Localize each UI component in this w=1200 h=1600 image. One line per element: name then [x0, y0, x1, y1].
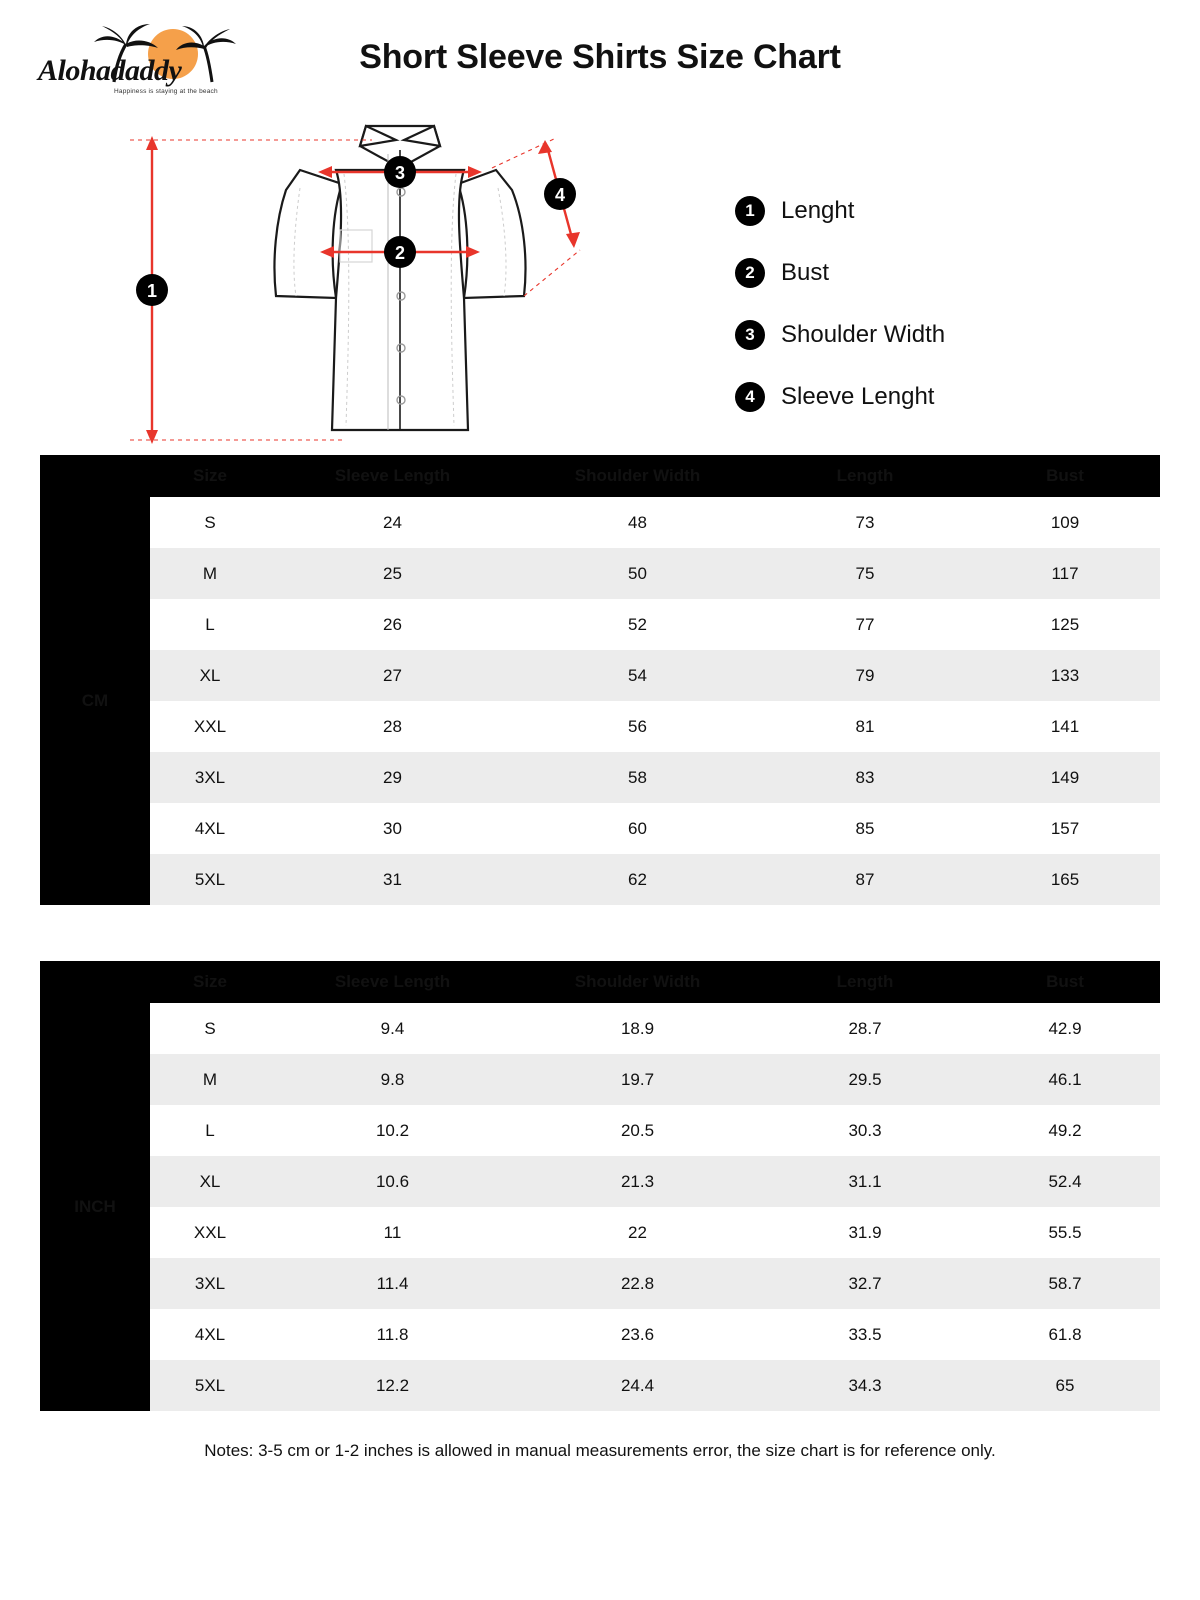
inch-unit-head-spacer — [40, 961, 150, 1003]
legend-badge-1: 1 — [735, 196, 765, 226]
table-row — [40, 650, 1160, 701]
brand-tagline: Happiness is staying at the beach — [114, 88, 218, 95]
cell-shoulder: 22 — [515, 1207, 760, 1258]
page-header — [0, 0, 1200, 110]
cell-shoulder: 19.7 — [515, 1054, 760, 1105]
table-row — [40, 548, 1160, 599]
cell-length: 33.5 — [760, 1309, 970, 1360]
cm-table-body — [40, 497, 1160, 905]
cm-col-shoulder-width: Shoulder Width — [574, 466, 701, 485]
cell-sleeve: 29 — [270, 752, 515, 803]
cell-bust: 46.1 — [970, 1054, 1160, 1105]
table-row — [40, 1105, 1160, 1156]
cm-col-length: Length — [836, 466, 894, 485]
table-row — [40, 1309, 1160, 1360]
cell-size: S — [150, 1003, 270, 1054]
inch-col-shoulder-width: Shoulder Width — [574, 972, 701, 991]
cell-sleeve: 27 — [270, 650, 515, 701]
cell-size: 3XL — [150, 1258, 270, 1309]
cell-shoulder: 24.4 — [515, 1360, 760, 1411]
cell-length: 77 — [760, 599, 970, 650]
inch-size-table-block — [40, 961, 1160, 1411]
cm-size-table — [40, 455, 1160, 905]
cell-shoulder: 21.3 — [515, 1156, 760, 1207]
diagram-legend — [735, 180, 945, 428]
cell-bust: 55.5 — [970, 1207, 1160, 1258]
inch-col-size: Size — [192, 972, 228, 991]
page-title: Short Sleeve Shirts Size Chart — [359, 38, 841, 76]
cell-length: 87 — [760, 854, 970, 905]
legend-label-2: Bust — [781, 259, 830, 286]
table-row — [40, 752, 1160, 803]
svg-text:4: 4 — [554, 185, 566, 205]
cell-shoulder: 23.6 — [515, 1309, 760, 1360]
cell-bust: 65 — [970, 1360, 1160, 1411]
cell-sleeve: 9.4 — [270, 1003, 515, 1054]
inch-col-length: Length — [836, 972, 894, 991]
cm-col-size: Size — [192, 466, 228, 485]
cell-bust: 49.2 — [970, 1105, 1160, 1156]
table-row — [40, 497, 1160, 548]
cell-shoulder: 50 — [515, 548, 760, 599]
cell-shoulder: 54 — [515, 650, 760, 701]
cell-sleeve: 11.4 — [270, 1258, 515, 1309]
cell-length: 28.7 — [760, 1003, 970, 1054]
table-row — [40, 803, 1160, 854]
cm-unit-label: CM — [40, 497, 150, 905]
cell-bust: 109 — [970, 497, 1160, 548]
cell-length: 85 — [760, 803, 970, 854]
cell-size: XL — [150, 1156, 270, 1207]
table-row — [40, 1207, 1160, 1258]
cell-sleeve: 28 — [270, 701, 515, 752]
cell-size: L — [150, 599, 270, 650]
cell-length: 73 — [760, 497, 970, 548]
cell-size: XL — [150, 650, 270, 701]
table-row — [40, 1258, 1160, 1309]
cell-sleeve: 10.6 — [270, 1156, 515, 1207]
shirt-illustration — [0, 110, 1200, 455]
legend-item-length — [735, 180, 945, 242]
cell-length: 83 — [760, 752, 970, 803]
legend-badge-4: 4 — [735, 382, 765, 412]
cell-bust: 61.8 — [970, 1309, 1160, 1360]
cell-sleeve: 10.2 — [270, 1105, 515, 1156]
cm-size-table-block — [40, 455, 1160, 905]
measurement-diagram — [0, 110, 1200, 455]
cell-sleeve: 30 — [270, 803, 515, 854]
marker-2 — [384, 236, 416, 268]
cell-bust: 141 — [970, 701, 1160, 752]
cell-shoulder: 48 — [515, 497, 760, 548]
marker-4 — [544, 178, 576, 210]
cell-length: 34.3 — [760, 1360, 970, 1411]
inch-table-head — [40, 961, 1160, 1003]
brand-name: Alohadaddy — [38, 54, 182, 87]
svg-text:2: 2 — [394, 243, 406, 263]
cell-length: 79 — [760, 650, 970, 701]
cell-size: XXL — [150, 1207, 270, 1258]
inch-col-bust: Bust — [1046, 972, 1084, 991]
legend-badge-3: 3 — [735, 320, 765, 350]
legend-item-bust — [735, 242, 945, 304]
svg-text:3: 3 — [394, 163, 406, 183]
cell-shoulder: 22.8 — [515, 1258, 760, 1309]
cell-bust: 117 — [970, 548, 1160, 599]
table-row — [40, 1156, 1160, 1207]
table-row — [40, 599, 1160, 650]
cell-size: S — [150, 497, 270, 548]
cell-length: 30.3 — [760, 1105, 970, 1156]
cell-length: 31.1 — [760, 1156, 970, 1207]
cell-sleeve: 9.8 — [270, 1054, 515, 1105]
table-row — [40, 1003, 1160, 1054]
cell-size: XXL — [150, 701, 270, 752]
cell-length: 75 — [760, 548, 970, 599]
cell-shoulder: 60 — [515, 803, 760, 854]
table-row — [40, 1054, 1160, 1105]
cell-size: M — [150, 548, 270, 599]
cell-bust: 52.4 — [970, 1156, 1160, 1207]
table-row — [40, 854, 1160, 905]
cell-shoulder: 18.9 — [515, 1003, 760, 1054]
legend-label-1: Lenght — [781, 197, 855, 224]
cell-bust: 42.9 — [970, 1003, 1160, 1054]
cell-size: L — [150, 1105, 270, 1156]
cell-size: 3XL — [150, 752, 270, 803]
cell-bust: 157 — [970, 803, 1160, 854]
legend-item-sleeve-length — [735, 366, 945, 428]
legend-label-4: Sleeve Lenght — [781, 383, 935, 410]
cell-bust: 149 — [970, 752, 1160, 803]
legend-badge-2: 2 — [735, 258, 765, 288]
table-row — [40, 1360, 1160, 1411]
cell-length: 29.5 — [760, 1054, 970, 1105]
cell-shoulder: 62 — [515, 854, 760, 905]
cell-bust: 58.7 — [970, 1258, 1160, 1309]
cell-size: 4XL — [150, 1309, 270, 1360]
cell-sleeve: 11.8 — [270, 1309, 515, 1360]
cell-shoulder: 58 — [515, 752, 760, 803]
cm-col-sleeve-length: Sleeve Length — [334, 466, 451, 485]
cm-table-head — [40, 455, 1160, 497]
inch-size-table — [40, 961, 1160, 1411]
cm-unit-head-spacer — [40, 455, 150, 497]
cell-bust: 125 — [970, 599, 1160, 650]
inch-col-sleeve-length: Sleeve Length — [334, 972, 451, 991]
cell-sleeve: 12.2 — [270, 1360, 515, 1411]
cell-size: M — [150, 1054, 270, 1105]
table-row — [40, 701, 1160, 752]
cell-size: 5XL — [150, 1360, 270, 1411]
cell-bust: 133 — [970, 650, 1160, 701]
cell-bust: 165 — [970, 854, 1160, 905]
cell-shoulder: 20.5 — [515, 1105, 760, 1156]
measurement-notes: Notes: 3-5 cm or 1-2 inches is allowed in manual measurements error, the size chart is for reference only. — [204, 1441, 996, 1460]
inch-unit-label: INCH — [40, 1003, 150, 1411]
marker-1 — [136, 274, 168, 306]
svg-text:1: 1 — [146, 281, 158, 301]
cell-length: 31.9 — [760, 1207, 970, 1258]
legend-item-shoulder-width — [735, 304, 945, 366]
cell-shoulder: 52 — [515, 599, 760, 650]
inch-table-body — [40, 1003, 1160, 1411]
legend-label-3: Shoulder Width — [781, 321, 946, 348]
cell-sleeve: 26 — [270, 599, 515, 650]
marker-3 — [384, 156, 416, 188]
cell-length: 81 — [760, 701, 970, 752]
cm-col-bust: Bust — [1046, 466, 1084, 485]
cell-size: 5XL — [150, 854, 270, 905]
cell-size: 4XL — [150, 803, 270, 854]
table-spacer — [0, 905, 1200, 961]
cell-sleeve: 31 — [270, 854, 515, 905]
cell-sleeve: 11 — [270, 1207, 515, 1258]
cell-sleeve: 25 — [270, 548, 515, 599]
cell-shoulder: 56 — [515, 701, 760, 752]
cell-length: 32.7 — [760, 1258, 970, 1309]
cell-sleeve: 24 — [270, 497, 515, 548]
